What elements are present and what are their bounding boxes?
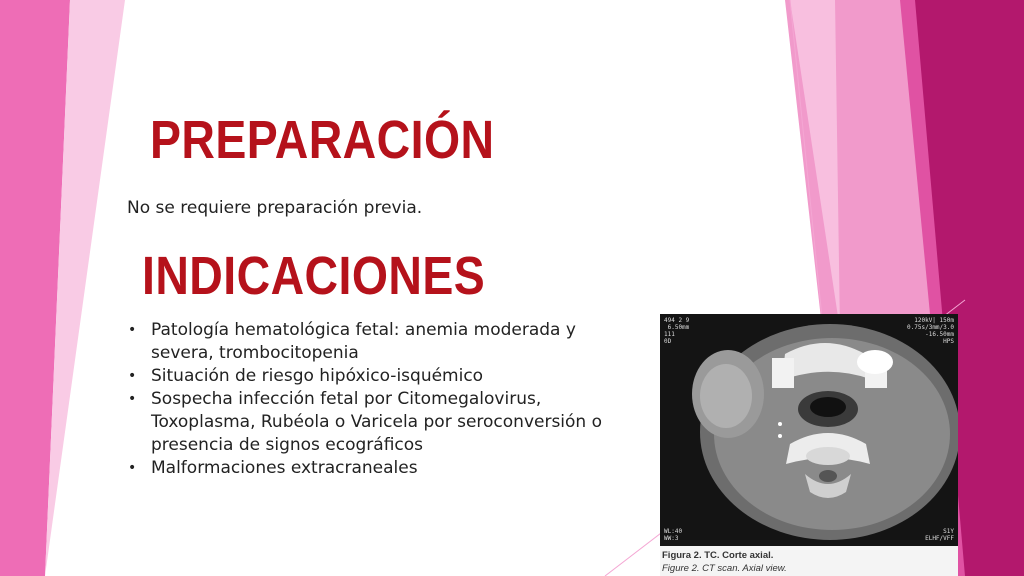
- ct-scan-drawing: [660, 314, 958, 546]
- bullet-icon: •: [128, 368, 137, 384]
- figure-caption-en: Figure 2. CT scan. Axial view.: [662, 563, 787, 574]
- ct-overlay-bottom-left: WL:40 WW:3: [664, 528, 683, 542]
- ct-overlay-top-right: 120kV| 150m 0.75s/3mm/3.0 -16.50mm HPS: [907, 317, 954, 345]
- indications-list: [128, 319, 618, 480]
- preparation-text: No se requiere preparación previa.: [127, 198, 423, 218]
- bullet-icon: •: [128, 391, 137, 407]
- list-item-text: Patología hematológica fetal: anemia moderada y severa, trombocitopenia: [151, 320, 576, 363]
- figure-caption-es: Figura 2. TC. Corte axial.: [662, 550, 774, 561]
- list-item: [128, 457, 618, 480]
- list-item-text: Malformaciones extracraneales: [151, 458, 418, 478]
- ct-overlay-top-left: 494 2 9 6.50mm 111 0D: [664, 317, 690, 345]
- title-indicaciones: INDICACIONES: [142, 246, 486, 306]
- ct-overlay-bottom-right: S1Y ELHF/VFF: [925, 528, 954, 542]
- list-item: [128, 365, 618, 388]
- ct-figure: [660, 314, 958, 576]
- bullet-icon: •: [128, 322, 137, 338]
- list-item: [128, 388, 618, 457]
- bullet-icon: •: [128, 460, 137, 476]
- ct-scan-image: [660, 314, 958, 546]
- list-item-text: Sospecha infección fetal por Citomegalovirus, Toxoplasma, Rubéola o Varicela por seroconversión o presencia de signos ecográficos: [151, 389, 603, 455]
- title-preparacion: PREPARACIÓN: [150, 110, 495, 170]
- list-item: [128, 319, 618, 365]
- list-item-text: Situación de riesgo hipóxico-isquémico: [151, 366, 484, 386]
